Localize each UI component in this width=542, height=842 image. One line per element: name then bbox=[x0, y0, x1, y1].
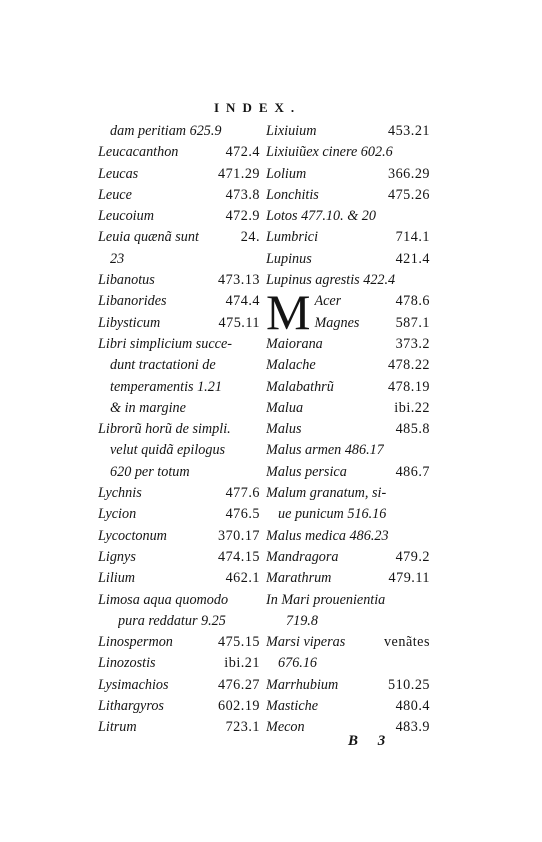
entry-term: Leuce bbox=[98, 186, 132, 203]
entry-term: Lonchitis bbox=[266, 186, 319, 203]
index-entry bbox=[266, 696, 430, 717]
index-entry bbox=[266, 377, 430, 398]
index-entry bbox=[98, 313, 260, 334]
entry-term: pura reddatur 9.25 bbox=[118, 612, 226, 629]
entry-term: dam peritiam 625.9 bbox=[110, 123, 222, 139]
index-entry bbox=[98, 568, 260, 589]
index-entry bbox=[98, 355, 260, 376]
index-entry bbox=[98, 504, 260, 525]
entry-page-ref: 373.2 bbox=[395, 335, 430, 352]
index-entry bbox=[266, 632, 430, 653]
entry-term: Marrhubium bbox=[266, 676, 339, 693]
entry-page-ref: 723.1 bbox=[225, 719, 260, 736]
index-entry bbox=[98, 398, 260, 419]
entry-page-ref: 475.26 bbox=[387, 186, 430, 203]
index-entry bbox=[98, 142, 260, 163]
signature-mark: B 3 bbox=[348, 733, 394, 749]
index-entry bbox=[98, 632, 260, 653]
entry-page-ref: 486.7 bbox=[395, 463, 430, 480]
entry-term: Lycion bbox=[98, 506, 137, 523]
entry-page-ref: 510.25 bbox=[387, 676, 430, 693]
entry-term: Leucas bbox=[98, 165, 139, 182]
entry-page-ref: ibi.21 bbox=[224, 655, 260, 672]
index-entry bbox=[266, 398, 430, 419]
entry-term: Lupinus bbox=[266, 250, 312, 267]
index-entry bbox=[98, 696, 260, 717]
index-entry bbox=[314, 291, 430, 312]
index-entry bbox=[266, 419, 430, 440]
index-entry bbox=[98, 483, 260, 504]
entry-term: Lychnis bbox=[98, 485, 142, 502]
entry-term: 719.8 bbox=[286, 612, 318, 629]
entry-term: Acer bbox=[314, 293, 342, 310]
entry-term: Lilium bbox=[98, 570, 136, 587]
index-right-column bbox=[266, 121, 430, 739]
entry-term: Lupinus agrestis 422.4 bbox=[266, 272, 396, 289]
entry-page-ref: 587.1 bbox=[395, 314, 430, 331]
index-entry bbox=[266, 164, 430, 185]
index-entry bbox=[98, 334, 260, 355]
entry-page-ref: 476.27 bbox=[217, 676, 260, 693]
index-entry bbox=[98, 675, 260, 696]
entry-term: Linospermon bbox=[98, 634, 173, 651]
entry-term: Lixiuiũex cinere 602.6 bbox=[266, 144, 393, 161]
index-entry bbox=[98, 249, 260, 270]
index-entry bbox=[266, 483, 430, 504]
entry-term: dunt tractationi de bbox=[110, 357, 216, 374]
entry-term: temperamentis 1.21 bbox=[110, 378, 222, 395]
entry-page-ref: 366.29 bbox=[387, 165, 430, 182]
entry-term: Malus armen 486.17 bbox=[266, 442, 384, 459]
entry-term: In Mari prouenientia bbox=[266, 591, 386, 608]
index-entry bbox=[266, 206, 430, 227]
entry-term: 23 bbox=[110, 250, 125, 267]
entry-page-ref: 472.9 bbox=[225, 208, 260, 225]
index-entry bbox=[266, 227, 430, 248]
index-entry bbox=[266, 142, 430, 163]
index-entry bbox=[266, 611, 430, 632]
entry-term: Marsi viperas bbox=[266, 634, 346, 651]
index-entry bbox=[266, 185, 430, 206]
entry-term: Libanotus bbox=[98, 272, 155, 289]
entry-page-ref: 462.1 bbox=[225, 570, 260, 587]
entry-page-ref: 453.21 bbox=[387, 123, 430, 139]
entry-term: Lysimachios bbox=[98, 676, 169, 693]
entry-term: Lolium bbox=[266, 165, 307, 182]
entry-term: Magnes bbox=[314, 314, 360, 331]
index-entry bbox=[98, 419, 260, 440]
index-entry bbox=[266, 568, 430, 589]
index-entry bbox=[98, 270, 260, 291]
index-entry bbox=[98, 377, 260, 398]
entry-page-ref: 478.6 bbox=[395, 293, 430, 310]
entry-page-ref: 479.2 bbox=[395, 548, 430, 565]
entry-term: Lithargyros bbox=[98, 698, 164, 715]
entry-page-ref: 473.8 bbox=[225, 186, 260, 203]
entry-term: 620 per totum bbox=[110, 463, 190, 480]
entry-term: Malus bbox=[266, 421, 302, 438]
entry-page-ref: 474.15 bbox=[217, 548, 260, 565]
entry-page-ref: 478.22 bbox=[387, 357, 430, 374]
entry-term: Limosa aqua quomodo bbox=[98, 591, 229, 608]
index-entry bbox=[98, 462, 260, 483]
entry-page-ref: 370.17 bbox=[217, 527, 260, 544]
entry-term: Mecon bbox=[266, 719, 305, 736]
index-entry bbox=[98, 717, 260, 738]
entry-term: Leucoium bbox=[98, 208, 154, 225]
entry-page-ref: 475.15 bbox=[217, 634, 260, 651]
entry-page-ref: 479.11 bbox=[388, 570, 430, 587]
index-entry bbox=[98, 291, 260, 312]
entry-term: Marathrum bbox=[266, 570, 332, 587]
entry-term: Malum granatum, si- bbox=[266, 485, 387, 502]
index-entry bbox=[98, 590, 260, 611]
entry-page-ref: 421.4 bbox=[395, 250, 430, 267]
entry-page-ref: 473.13 bbox=[217, 272, 260, 289]
index-entry bbox=[98, 227, 260, 248]
index-entry bbox=[266, 526, 430, 547]
entry-page-ref: 480.4 bbox=[395, 698, 430, 715]
index-entry bbox=[98, 440, 260, 461]
index-entry bbox=[266, 462, 430, 483]
entry-page-ref: venãtes bbox=[383, 634, 430, 651]
entry-term: Malabathrũ bbox=[266, 378, 334, 395]
page-header: INDEX. bbox=[214, 100, 302, 115]
entry-term: Mastiche bbox=[266, 698, 319, 715]
entry-term: Lycoctonum bbox=[98, 527, 167, 544]
entry-page-ref: 602.19 bbox=[217, 698, 260, 715]
entry-term: Lotos 477.10. & 20 bbox=[266, 208, 376, 225]
entry-term: ue punicum 516.16 bbox=[278, 506, 387, 523]
index-entry bbox=[266, 653, 430, 674]
index-left-column bbox=[98, 121, 260, 739]
entry-page-ref: 24. bbox=[240, 229, 260, 246]
entry-term: Malus persica bbox=[266, 463, 347, 480]
index-entry bbox=[98, 526, 260, 547]
entry-term: Libysticum bbox=[98, 314, 161, 331]
index-entry bbox=[314, 313, 430, 334]
initial-block bbox=[266, 283, 430, 340]
entry-term: Mandragora bbox=[266, 548, 339, 565]
index-entry bbox=[98, 547, 260, 568]
index-entry bbox=[98, 653, 260, 674]
index-entry bbox=[266, 249, 430, 270]
index-entry bbox=[98, 206, 260, 227]
drop-cap-initial: M bbox=[266, 283, 311, 340]
entry-page-ref: 474.4 bbox=[225, 293, 260, 310]
index-entry bbox=[98, 611, 260, 632]
entry-page-ref: 472.4 bbox=[225, 144, 260, 161]
entry-page-ref: 478.19 bbox=[387, 378, 430, 395]
index-entry bbox=[98, 185, 260, 206]
index-entry bbox=[98, 164, 260, 185]
entry-term: Libanorides bbox=[98, 293, 167, 310]
index-entry bbox=[266, 547, 430, 568]
entry-term: Lignys bbox=[98, 548, 136, 565]
index-entry bbox=[266, 590, 430, 611]
index-entry bbox=[266, 675, 430, 696]
entry-term: Leucacanthon bbox=[98, 144, 179, 161]
entry-page-ref: 471.29 bbox=[217, 165, 260, 182]
entry-term: Librorũ horũ de simpli. bbox=[98, 421, 231, 438]
entry-term: Linozostis bbox=[98, 655, 156, 672]
entry-page-ref: 477.6 bbox=[225, 485, 260, 502]
entry-term: Litrum bbox=[98, 719, 137, 736]
entry-term: Lixiuium bbox=[266, 123, 317, 139]
entry-term: Malache bbox=[266, 357, 316, 374]
entry-page-ref: 475.11 bbox=[218, 314, 260, 331]
entry-term: Maiorana bbox=[266, 335, 323, 352]
index-entry bbox=[266, 334, 430, 355]
index-entry bbox=[266, 440, 430, 461]
index-entry bbox=[266, 504, 430, 525]
entry-term: & in margine bbox=[110, 399, 186, 416]
index-entry bbox=[266, 355, 430, 376]
entry-page-ref: 714.1 bbox=[395, 229, 430, 246]
entry-term: Malua bbox=[266, 399, 304, 416]
index-entry bbox=[98, 121, 260, 142]
entry-term: Leuia quænã sunt bbox=[98, 229, 199, 246]
entry-term: Libri simplicium succe- bbox=[98, 335, 232, 352]
entry-term: Malus medica 486.23 bbox=[266, 527, 389, 544]
index-entry bbox=[266, 121, 430, 142]
entry-page-ref: 485.8 bbox=[395, 421, 430, 438]
entry-term: velut quidã epilogus bbox=[110, 442, 226, 459]
entry-page-ref: 483.9 bbox=[395, 719, 430, 736]
entry-page-ref: ibi.22 bbox=[394, 399, 430, 416]
entry-term: 676.16 bbox=[278, 655, 318, 672]
entry-term: Lumbrici bbox=[266, 229, 319, 246]
entry-page-ref: 476.5 bbox=[225, 506, 260, 523]
